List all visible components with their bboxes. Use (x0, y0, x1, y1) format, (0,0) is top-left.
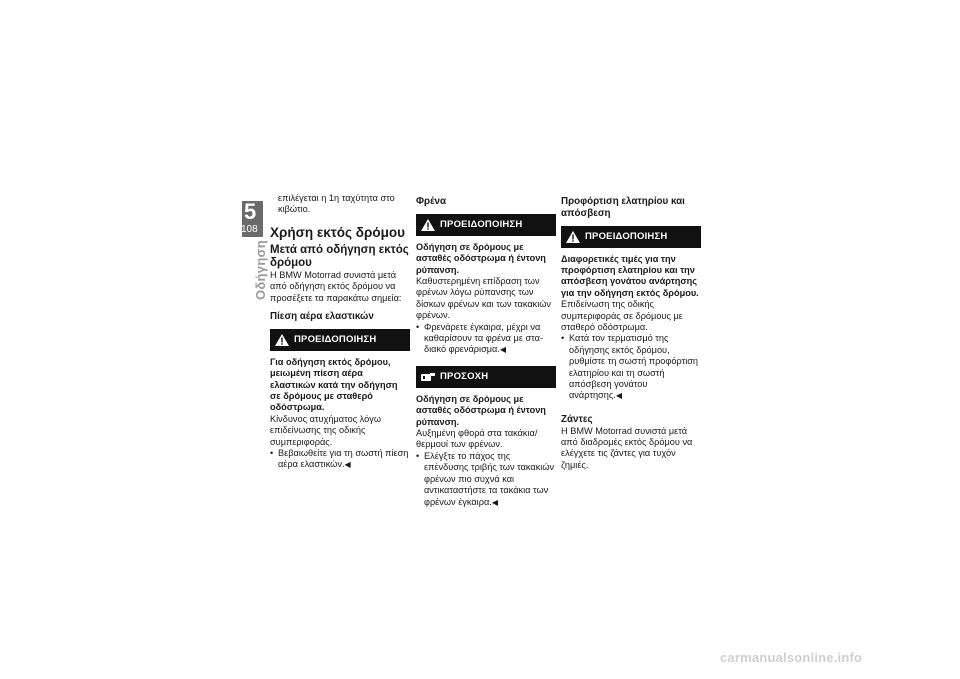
bullet-icon: • (416, 450, 420, 461)
list-item (416, 451, 556, 508)
warning-banner (270, 329, 410, 351)
warning-triangle-icon (561, 226, 585, 248)
column-2 (416, 193, 556, 508)
heading-tire-pressure: Πίεση αέρα ελαστικών (270, 311, 374, 323)
warning-label: ΠΡΟΕΙΔΟΠΟΙΗΣΗ (585, 230, 668, 242)
bullet-text: Βεβαιωθείτε για τη σωστή πίεση αέρα ελαστικών. (278, 448, 409, 470)
warning-label: ΠΡΟΕΙΔΟΠΟΙΗΣΗ (440, 219, 523, 231)
site-watermark: carmanualsonline.info (720, 650, 863, 665)
warning-triangle-icon (270, 329, 294, 351)
bullet-text: Ελέγξτε το πάχος της επένδυσης τριβής των τακακιών φρένων πιο συχνά και αντικαταστήστε τα τακάκια των φρένων έγκαιρα. (424, 450, 555, 507)
warning-banner (561, 226, 701, 248)
warning-title: Για οδήγηση εκτός δρόμου, μειωμένη πίεση αέρα ελαστικών κατά την οδήγηση σε δρόμους με σταθερό οδόστρωμα. (270, 356, 398, 413)
heading-spring-preload: Προφόρτιση ελατηρίου και απόσβεση (561, 196, 685, 219)
after-offroad-text: Η BMW Motorrad συνιστά μετά από οδήγηση εκτός δρόμου να προσέξετε τα παρακάτω σημεία: (270, 269, 402, 303)
warning-label: ΠΡΟΕΙΔΟΠΟΙΗΣΗ (294, 334, 377, 346)
bullet-icon: • (416, 321, 420, 332)
end-mark-icon: ◀ (491, 497, 498, 507)
intro-text: επιλέγεται η 1η ταχύτητα στο κιβώτιο. (278, 193, 395, 215)
caution-label: ΠΡΟΣΟΧΗ (440, 371, 489, 383)
list-item (561, 333, 701, 401)
bullet-text: Κατά τον τερματισμό της οδήγησης εκτός δρόμου, ρυθμίστε τη σωστή προφόρτιση ελατηρίου και τη σωστή απόσβεση γονάτου ανάρτησης. (569, 333, 699, 401)
list-item (270, 448, 410, 471)
heading-rims: Ζάντες (561, 413, 593, 425)
chapter-number: 5 (244, 199, 257, 224)
rims-text: Η BMW Motorrad συνιστά μετά από διαδρομές εκτός δρόμου να ελέγχετε τις ζάντες για τυχόν ζημιές. (561, 425, 693, 470)
list-item (416, 322, 556, 356)
warning-text: Επιδείνωση της οδικής συμπεριφοράς σε δρόμους με σταθερό οδόστρωμα. (561, 299, 683, 333)
caution-title: Οδήγηση σε δρόμους με ασταθές οδόστρωμα ή έντονη ρύπανση. (416, 393, 546, 427)
bullet-icon: • (270, 448, 274, 459)
heading-offroad-use: Χρήση εκτός δρόμου (270, 224, 405, 240)
column-3 (561, 193, 701, 471)
warning-title: Οδήγηση σε δρόμους με ασταθές οδόστρωμα ή έντονη ρύπανση. (416, 241, 546, 275)
end-mark-icon: ◀ (344, 460, 351, 470)
warning-triangle-icon (416, 214, 440, 236)
bullet-icon: • (561, 333, 565, 344)
end-mark-icon: ◀ (615, 391, 622, 401)
caution-text: Αυξημένη φθορά στα τακάκια/ θερμουί των φρένων. (416, 428, 538, 450)
warning-title: Διαφορετικές τιμές για την προφόρτιση ελατηρίου και την απόσβεση γονάτου ανάρτησης για την οδήγηση εκτός δρόμου. (561, 253, 699, 298)
caution-banner (416, 366, 556, 388)
column-1 (270, 193, 410, 471)
caution-hand-icon (416, 366, 440, 388)
chapter-title: Οδήγηση (253, 240, 268, 301)
warning-text: Κίνδυνος ατυχήματος λόγω επιδείνωσης της οδικής συμπεριφοράς. (270, 413, 382, 447)
warning-text: Καθυστερημένη επίδραση των φρένων λόγω ρύπανσης των δίσκων φρένων και των τακακιών φρένων. (416, 276, 552, 321)
page-number: 108 (241, 224, 258, 235)
warning-banner (416, 214, 556, 236)
end-mark-icon: ◀ (499, 345, 507, 355)
heading-brakes: Φρένα (416, 196, 446, 207)
bullet-text: Φρενάρετε έγκαιρα, μέχρι να καθαρίσουν τα φρένα με στα-διακό φρενάρισμα. (424, 321, 544, 355)
heading-after-offroad: Μετά από οδήγηση εκτός δρόμου (270, 243, 409, 269)
